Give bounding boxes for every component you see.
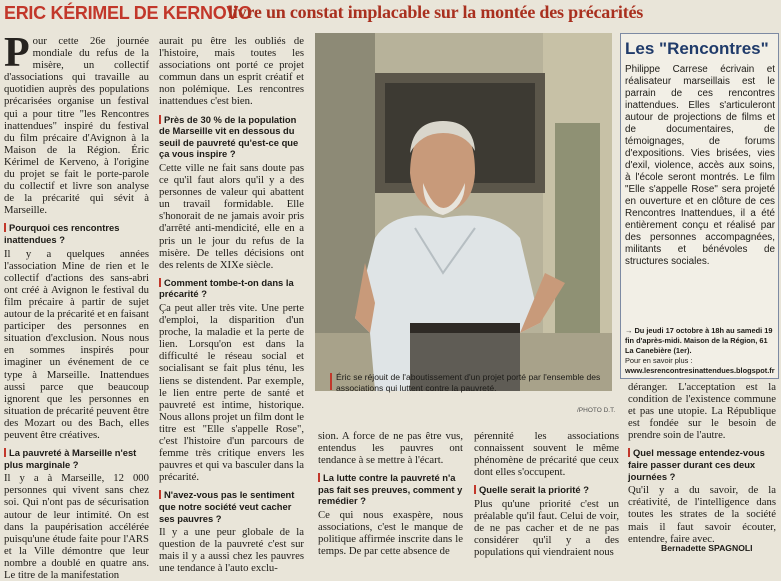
caption-text: Éric se réjouit de l'aboutissement d'un projet porté par l'ensemble des associations qui luttent contre la pauvreté. [336, 372, 601, 393]
photo-credit: /PHOTO D.T. [577, 407, 616, 414]
blog-url: www.lesrencontresinattendues.blogspot.fr [625, 366, 775, 375]
answer-5-continued: sion. A force de ne pas être vus, entendus les pauvres ont tendance à se mettre à l'écart. [318, 430, 463, 467]
sidebar-title: Les "Rencontres" [625, 39, 769, 58]
caption-marker [330, 373, 332, 390]
rencontres-sidebar-box [620, 33, 779, 379]
portrait-illustration [315, 33, 612, 391]
question-7: Quelle serait la priorité ? [474, 484, 619, 496]
column-3 [318, 430, 463, 561]
answer-2-continued: aurait pu être les oubliés de l'histoire, mais toutes les associations ont porté ce projet commun dans un esprit créatif et non polémique. Les rencontres inattendues c'est bien. [159, 35, 304, 108]
answer-7: Plus qu'une priorité c'est un préalable qu'il faut. Celui de voir, de ne pas cacher et de ne pas considérer qu'il y a des populations qui viendraient nous [474, 497, 619, 559]
column-4 [474, 430, 619, 561]
answer-8: Qu'il y a du savoir, de la créativité, de l'intelligence dans toutes les strates de la société mais il faut savoir écouter, entendre, faire avec. [628, 484, 776, 545]
question-1: Pourquoi ces rencontres inattendues ? [4, 222, 149, 245]
question-2: La pauvreté à Marseille n'est plus marginale ? [4, 447, 149, 470]
sidebar-body: Philippe Carrese écrivain et réalisateur marseillais est le parrain de ces rencontres inattendues. Elles s'articuleront autour de projections de films et de documentaires, de témoignages, de forums d'expositions. Vies brisées, vies d'exil, violence, accès aux soins, à l'école seront montrés. Le film "Elle s'appelle Rose" sera projeté en ouverture et en clôture de ces Rencontres Inattendues, il a été entièrement conçu et réalisé par des personnes accompagnées, militants et bénévoles de structures sociales. [625, 64, 775, 267]
answer-2: Il y a à Marseille, 12 000 personnes qui vivent sans chez soi. Qui n'ont pas de sécurisation autour de leur intimité. On est dans la paupérisation accélérée puisqu'une étude faite pour l'ARS et la Ville démontre que leur nombre a doublé en quatre ans. Le titre de la manifestation [4, 472, 149, 581]
answer-5: Il y a une peur globale de la question de la pauvreté c'est sur mais il y a aussi chez les pauvres une tendance à l'auto exclu- [159, 526, 304, 575]
headline-rest: livre un constat implacable sur la montée des précarités [228, 2, 644, 22]
headline [0, 0, 781, 28]
question-4: Comment tombe-t-on dans la précarité ? [159, 277, 304, 300]
author-byline: Bernadette SPAGNOLI [661, 543, 753, 553]
headline-name: ERIC KÉRIMEL DE KERNOVO [4, 3, 252, 23]
column-5 [628, 381, 776, 545]
answer-6: Ce qui nous exaspère, nous associations, c'est le manque de politique affirmée inscrite dans le temps. De par cette absence de [318, 509, 463, 558]
answer-6-continued: pérennité les associations connaissent souvent le même phénomène de précarité que ceux dont elles s'occupent. [474, 430, 619, 479]
photo-caption [336, 372, 616, 393]
answer-4: Ça peut aller très vite. Une perte d'emploi, la disparition d'un proche, la maladie et la perte de lien. Lorsqu'on est dans la difficulté le réseau social et socialisant se fait plus ténu, les liens se distendent. Par exemple, le lien entre perte de santé et pauvreté est intime, historique. Nous allons projet un film dont le titre est "Elle s'appelle Rose", c'est l'histoire d'un parcours de femme très critique envers les pauvres et qui va basculer dans la précarité. [159, 301, 304, 484]
question-5: N'avez-vous pas le sentiment que notre société veut cacher ses pauvres ? [159, 489, 304, 524]
intro-text: our cette 26e journée mondiale du refus de la misère, un collectif d'associations qui travaille au quotidien auprès des populations précarisées organise un festival qui a pour titre "les Rencontres inattendues" inspiré du festival du film précaire d'Avignon à la Maison de la Région. Éric Kérimel de Kerveno, à l'origine du projet se fait le porte-parole du collectif et livre son analyse de la précarité qui sévit à Marseille. [4, 35, 149, 217]
question-6: La lutte contre la pauvreté n'a pas fait ses preuves, comment y remédier ? [318, 472, 463, 507]
event-dates: → Du jeudi 17 octobre à 18h au samedi 19 fin d'après-midi. Maison de la Région, 61 La Canebière (1er). [625, 326, 773, 355]
column-1 [4, 30, 149, 581]
column-2 [159, 35, 304, 575]
question-8: Quel message entendez-vous faire passer durant ces deux journées ? [628, 447, 776, 482]
intro-paragraph [4, 30, 149, 217]
more-info-label: Pour en savoir plus : [625, 356, 693, 365]
answer-3: Cette ville ne fait sans doute pas ce qu'il faut alors qu'il y a des personnes de valeur qui abattent un travail formidable. Elle s'honorait de ne jamais avoir pris d'arrêté anti-mendicité, elle en a pris un le jour du refus de la misère. De telles décisions ont des relents de XIXe siècle. [159, 161, 304, 271]
question-3: Près de 30 % de la population de Marseille vit en dessous du seuil de pauvreté qu'est-ce que ça vous inspire ? [159, 114, 304, 160]
answer-1: Il y a quelques années l'association Mine de rien et le collectif d'actions des sans-abri ont créé à Avignon le festival du film précaire à partir de sujet autour de la précarité et en faisant participer des personnes en situation d'exclusion. Nous nous en sommes inspirés pour imaginer un événement de ce type à Marseille. Inattendues aussi parce que beaucoup ignorent que les personnes en situation de précarité peuvent être des Mozart ou des Bach, elles peuvent être créatives. [4, 247, 149, 441]
answer-7-continued: déranger. L'acceptation est la condition de l'existence commune et pas une utopie. La République est fondée sur le besoin de prendre soin de l'autre. [628, 381, 776, 442]
drop-cap: P [4, 30, 30, 76]
portrait-photo [315, 33, 612, 391]
sidebar-details [625, 326, 777, 376]
